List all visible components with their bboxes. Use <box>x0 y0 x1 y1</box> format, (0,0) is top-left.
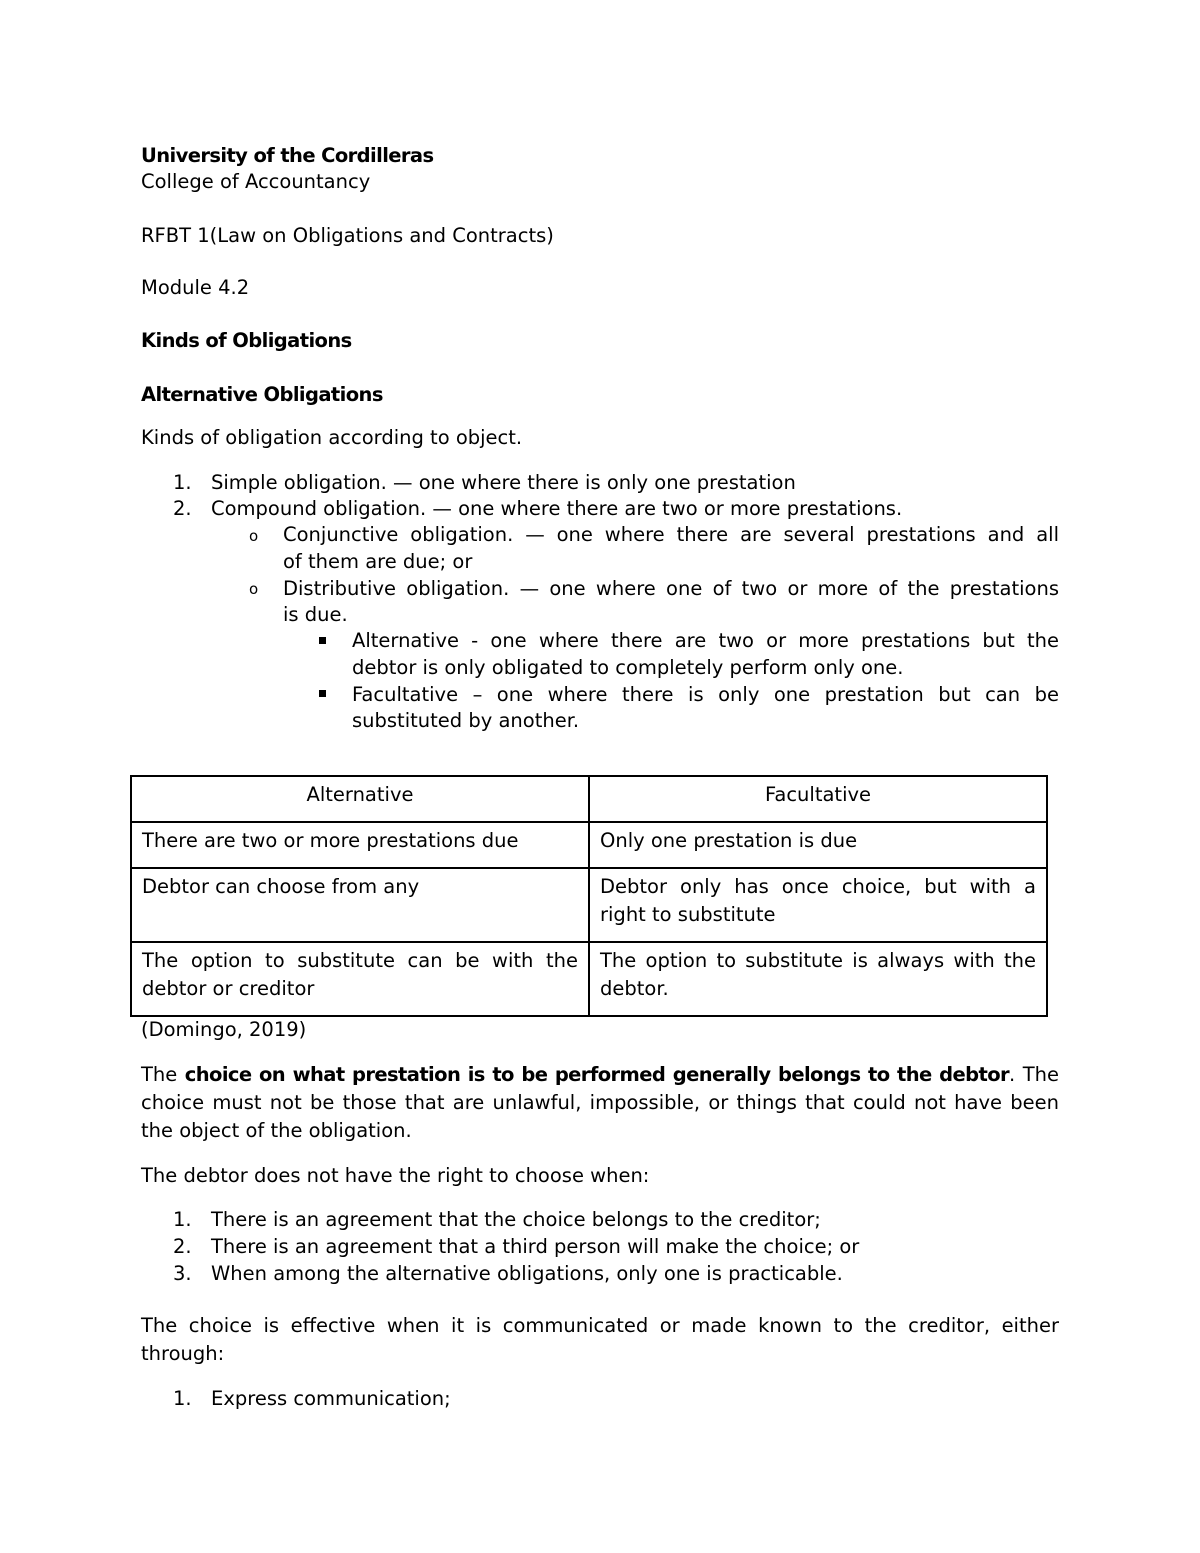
course-title: RFBT 1(Law on Obligations and Contracts) <box>141 224 554 247</box>
table-row <box>131 868 1047 942</box>
square-bullet-icon <box>319 690 326 697</box>
bullet-marker: o <box>249 527 259 545</box>
list-item: When among the alternative obligations, only one is practicable. <box>211 1262 843 1285</box>
choice-paragraph-rest: . The choice must not be those that are unlawful, impossible, or things that could not have been the object of the obligation. <box>141 1063 1059 1142</box>
list-item: Express communication; <box>211 1387 451 1410</box>
table-row <box>131 822 1047 868</box>
choice-paragraph <box>141 1061 1059 1145</box>
effective-paragraph-continuation: through: <box>141 1342 225 1365</box>
no-right-intro: The debtor does not have the right to choose when: <box>141 1164 650 1187</box>
bullet-marker: o <box>249 580 259 598</box>
table-cell: Debtor can choose from any <box>131 868 589 942</box>
list-item-continuation: is due. <box>283 603 348 626</box>
list-number: 3. <box>173 1262 192 1285</box>
list-item-continuation: debtor is only obligated to completely perform only one. <box>352 656 904 679</box>
list-item: Alternative - one where there are two or more prestations but the <box>352 629 1059 652</box>
table-cell: Debtor only has once choice, but with a right to substitute <box>589 868 1047 942</box>
list-number: 1. <box>173 1208 192 1231</box>
table-cell: The option to substitute is always with the debtor. <box>589 942 1047 1016</box>
table-cell: Only one prestation is due <box>589 822 1047 868</box>
choice-paragraph-emphasis: choice on what prestation is to be performed generally belongs to the debtor <box>184 1063 1010 1086</box>
list-item: Simple obligation. — one where there is only one prestation <box>211 471 796 494</box>
table-header-cell: Facultative <box>589 776 1047 822</box>
table-header-row <box>131 776 1047 822</box>
list-item: Conjunctive obligation. — one where there are several prestations and all <box>283 523 1059 546</box>
table-row <box>131 942 1047 1016</box>
list-number: 1. <box>173 471 192 494</box>
effective-paragraph: The choice is effective when it is communicated or made known to the creditor, either <box>141 1314 1059 1337</box>
list-number: 1. <box>173 1387 192 1410</box>
list-number: 2. <box>173 1235 192 1258</box>
list-item: Facultative – one where there is only one prestation but can be <box>352 683 1059 706</box>
comparison-table <box>130 775 1048 1017</box>
list-item: Distributive obligation. — one where one of two or more of the prestations <box>283 577 1059 600</box>
sub-heading: Alternative Obligations <box>141 383 383 406</box>
list-item-continuation: substituted by another. <box>352 709 580 732</box>
citation: (Domingo, 2019) <box>141 1018 307 1041</box>
list-item: There is an agreement that the choice belongs to the creditor; <box>211 1208 821 1231</box>
intro-text: Kinds of obligation according to object. <box>141 426 523 449</box>
table-cell: There are two or more prestations due <box>131 822 589 868</box>
list-number: 2. <box>173 497 192 520</box>
table-header-cell: Alternative <box>131 776 589 822</box>
list-item-continuation: of them are due; or <box>283 550 473 573</box>
list-item: There is an agreement that a third person will make the choice; or <box>211 1235 860 1258</box>
square-bullet-icon <box>319 637 326 644</box>
list-item: Compound obligation. — one where there are two or more prestations. <box>211 497 903 520</box>
module-number: Module 4.2 <box>141 276 250 299</box>
main-heading: Kinds of Obligations <box>141 329 352 352</box>
university-name: University of the Cordilleras <box>141 144 434 167</box>
college-name: College of Accountancy <box>141 170 371 193</box>
table-cell: The option to substitute can be with the debtor or creditor <box>131 942 589 1016</box>
choice-paragraph-prefix: The <box>141 1063 185 1086</box>
